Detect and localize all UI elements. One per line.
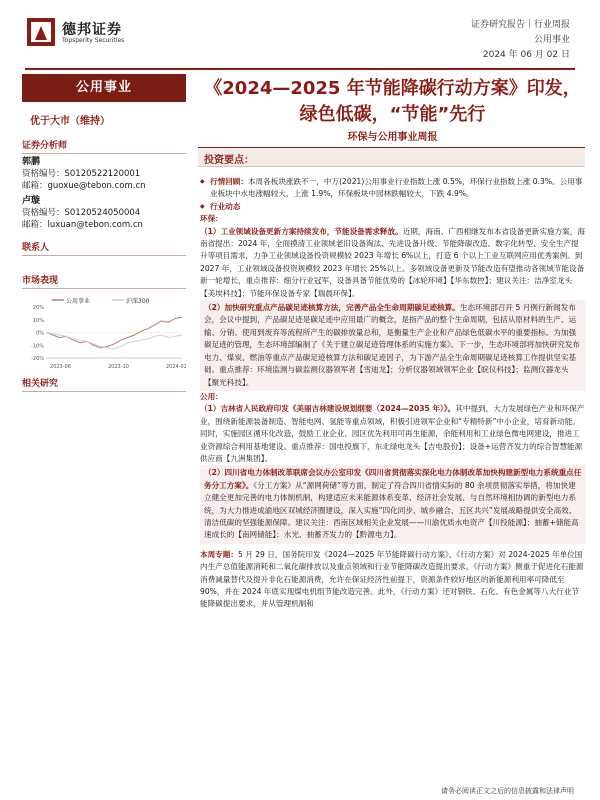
y-tick-label: 0% [36, 330, 44, 337]
analyst-license: 资格编号：S0120524050004 [22, 208, 141, 218]
report-body [200, 176, 586, 611]
series-line-index [46, 333, 182, 350]
y-tick-label: 10% [32, 317, 44, 324]
sector-label: 公用事业 [22, 74, 186, 102]
env-item-1 [200, 226, 586, 300]
market-review-label: 行情回顾： [210, 177, 248, 186]
brand-name-en: Topsperity Securities [62, 37, 125, 44]
legend-label-index: 沪深300 [126, 298, 150, 305]
company-logo-icon [27, 18, 55, 46]
utility-item-1-text: 其中提到，大力发展绿色产业和环保产业，围绕新能源装备制造、智能电网、氢能等重点领域，积极引进领军企业和“专精特新”中小企业，培育新动能。同时，实施园区循环化改造，鼓励工业企业、园区优先利用可再生能源，余能利用和工业绿色微电网建设，推进工业资源综合利用基地建设。重点推荐：国电投旗下，东北绿电龙头【吉电股份】；设备+运营齐发力的综合智慧能源供应商【九洲集团】。 [200, 404, 585, 463]
report-meta [471, 18, 570, 63]
weekly-focus [200, 549, 586, 611]
rating: 优于大市（维持） [30, 116, 110, 127]
x-tick-label: 2024-02 [166, 364, 186, 370]
y-tick-label: 20% [32, 305, 44, 311]
analyst-2 [22, 195, 143, 231]
analyst-1 [22, 156, 146, 192]
weekly-focus-label: 本周专题： [200, 549, 238, 559]
market-review [200, 176, 586, 201]
report-subtitle: 环保与公用事业周报 [347, 132, 438, 143]
chart-svg [22, 295, 186, 370]
report-type: 证券研究报告｜行业周报 [470, 20, 570, 30]
investment-highlights-header [198, 147, 585, 167]
investment-highlights-title: 投资要点： [204, 155, 254, 166]
analyst-name: 卢璇 [22, 196, 41, 206]
env-label-text: 环保： [200, 214, 223, 224]
utility-item-2 [200, 465, 586, 543]
related-section-title: 相关研究 [22, 376, 186, 392]
y-tick-label: -20% [31, 356, 44, 362]
x-tick-label: 2023-10 [108, 364, 129, 370]
utility-item-1-heading: （1）吉林省人民政府印发《美丽吉林建设规划纲要（2024—2035 年）》。 [200, 404, 456, 414]
env-item-1-text: 近期，海南、广西相继发布本省设备更新实施方案，海南省提出：2024 年，全面摸清工业领域老旧设备淘汰、先进设备升级、节能降碳改造、数字化转型、安全生产提升等项目需求，力争工业领域设备投资规模较 2023 年增长 6%以上，打造 6 个以上工业互联网应用优秀案例。到 2027 年，工业领域设备投资规模较 2023 年增长 25%以上。多领域设备更新及节能改造有望推动各领域节能设备新一轮增长，重点推荐：细分行业冠军，设备具备节能优势的【冰轮环境】【华东数控】；建议关注：洁净室龙头【美埃科技】；节能环保设备专家【瑞晨环保】。 [200, 226, 585, 298]
disclaimer-footer: 请务必阅读正文之后的信息披露和法律声明 [441, 787, 574, 795]
env-item-2 [200, 300, 586, 391]
analyst-email[interactable]: 邮箱：guoxue@tebon.com.cn [22, 181, 146, 191]
header-divider [25, 68, 575, 70]
contact-section-title: 联系人 [22, 240, 186, 256]
analyst-email[interactable]: 邮箱：luxuan@tebon.com.cn [22, 220, 143, 230]
brand-name: 德邦证券 [62, 22, 122, 38]
legend-label-sector: 公用事业 [66, 298, 91, 305]
analyst-name: 郭鹏 [22, 157, 41, 167]
env-item-2-text: 生态环境部召开 5 月例行新闻发布会，会议中提到，产品碳足迹是碳足迹中应用最广的概念，是指产品的整个生命周期，包括从原材料的生产、运输、分销、使用到废弃等流程所产生的碳排放量总和，是衡量生产企业和产品绿色低碳水平的重要指标。为加强碳足迹的管理，生态环境部编制了《关于建立碳足迹管理体系的实施方案》。下一步，生态环境部将加快研究发布电力、煤炭、燃油等重点产品碳足迹核算方法和碳足迹因子，为下游产品全生命周期碳足迹核算工作提供坚实基础。重点推荐：环境监测与碳监测仪器领军者【雪迪龙】；分析仪器领域领军企业【皖仪科技】；监测仪器龙头【聚光科技】。 [204, 303, 580, 387]
analyst-section-title: 证券分析师 [22, 138, 186, 154]
market-performance-chart [22, 295, 186, 370]
industry-dynamics-label [200, 201, 586, 213]
market-section-title: 市场表现 [22, 273, 186, 289]
weekly-focus-text: 5 月 29 日，国务院印发《2024—2025 年节能降碳行动方案》，《行动方案》对 2024-2025 年单位国内生产总值能源消耗和二氧化碳排放以及重点领域和行业节能降碳改造提出要求。《行动方案》侧重于促进化石能源消费减量替代及提升非化石能源消费，允许在保证经济性前提下，资源条件较好地区的新能源利用率可降低至 90%，并在 2024 年底实现煤电机组节能改造完善。此外，《行动方案》还对钢铁、石化、有色金属等八大行业节能降碳提出要求，并从管理机制和 [200, 549, 584, 609]
env-item-1-heading: （1）工业领域设备更新方案持续发布，节能设备需求释放。 [200, 226, 403, 236]
report-date: 2024 年 06 月 02 日 [482, 50, 570, 60]
market-review-text: 本周各板块涨跌不一，中万(2021)公用事业行业指数上涨 0.5%，环保行业指数上涨 0.3%。公用事业板块中水电涨幅较大，上涨 1.9%，环保板块中园林跌幅较大，下跌 4.9%。 [210, 177, 583, 199]
y-tick-label: -10% [31, 343, 44, 350]
report-sector: 公用事业 [533, 35, 570, 45]
utility-item-2-heading: （2）四川省电力体制改革联席会议办公室印发《四川省贯彻落实深化电力体制改革加快构建新型电力系统重点任务分工方案》。 [204, 468, 582, 490]
env-item-2-heading: （2）加快研究重点产品碳足迹核算方法，完善产品全生命周期碳足迹核算。 [204, 303, 460, 313]
utility-item-2-text: 《分工方案》从“源网荷储”等方面，制定了符合四川省情实际的 80 余项贯彻落实举措，将加快建立健全更加完善的电力体制机制，构建适应未来能源体系变革、经济社会发展、与自然环境相协调的新型电力系统，为大力推进成渝地区双城经济圈建设，深入实施“四化同步、城乡融合、五区共兴”发展战略提供安全高效、清洁低碳的坚强能源保障。建议关注：西南区域相关企业发展——川渝优质水电资产【川投能源】；抽蓄+储能高速成长的【南网储能】；水光、抽蓄齐发力的【黔源电力】。 [204, 480, 579, 540]
utility-label-text: 公用： [200, 391, 223, 401]
utility-label [200, 391, 586, 403]
env-label [200, 213, 586, 225]
analyst-license: 资格编号：S0120522120001 [22, 169, 141, 179]
industry-label-text: 行业动态 [210, 201, 241, 211]
utility-item-1 [200, 403, 586, 465]
report-title: 《2024—2025 年节能降碳行动方案》印发，绿色低碳，“节能”先行 [204, 78, 581, 125]
x-tick-label: 2023-06 [50, 364, 71, 370]
